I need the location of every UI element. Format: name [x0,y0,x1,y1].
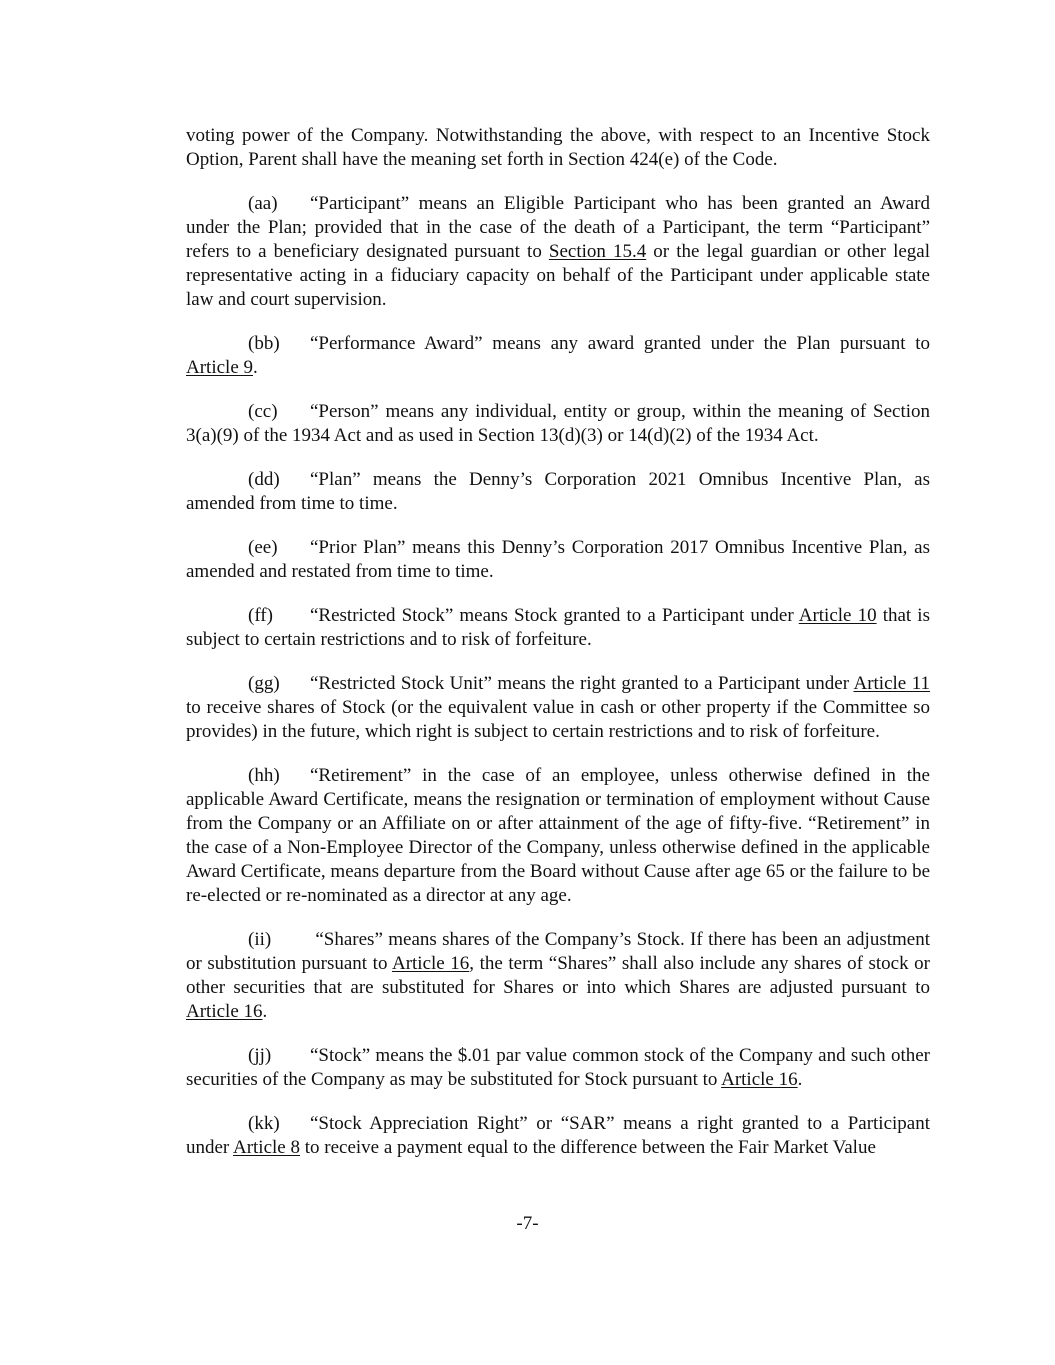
intro-paragraph [186,124,930,172]
article-link[interactable]: Article 16 [391,953,470,974]
definition-kk: (kk) “Stock Appreciation Right” or “SAR” means a right granted to a Participant under Article 8 to receive a payment equal to the difference between the Fair Market Value [186,1113,930,1158]
article-link[interactable]: Article 16 [721,1069,798,1090]
definition-label: (ee) [248,537,278,558]
definition-label: (ff) [248,605,273,626]
article-link[interactable]: Article 8 [232,1137,300,1158]
article-link[interactable]: Article 9 [186,357,254,378]
definition-label: (hh) [248,765,280,786]
definition-bb: (bb) “Performance Award” means any award granted under the Plan pursuant to Article 9. [186,333,930,378]
article-link[interactable]: Article 16 [186,1001,263,1022]
definition-hh: (hh) “Retirement” in the case of an employee, unless otherwise defined in the applicable Award Certificate, means the resignation or termination of employment without Cause from the Company or an Affiliate on or after attainment of the age of fifty-five. “Retirement” in the case of a Non-Employee Director of the Company, unless otherwise defined in the applicable Award Certificate, means departure from the Board without Cause after age 65 or the failure to be re-elected or re-nominated as a director at any age. [186,765,930,906]
definition-cc: (cc) “Person” means any individual, entity or group, within the meaning of Section 3(a)(9) of the 1934 Act and as used in Section 13(d)(3) or 14(d)(2) of the 1934 Act. [186,401,930,446]
intro-text: voting power of the Company. Notwithstanding the above, with respect to an Incentive Stock Option, Parent shall have the meaning set forth in Section 424(e) of the Code. [186,125,930,170]
definition-label: (kk) [248,1113,280,1134]
section-link[interactable]: Section 15.4 [548,241,647,262]
document-page [186,124,930,1180]
definition-label: (jj) [248,1045,272,1066]
definition-aa: (aa) “Participant” means an Eligible Participant who has been granted an Award under the Plan; provided that in the case of the death of a Participant, the term “Participant” refers to a beneficiary designated pursuant to Section 15.4 or the legal guardian or other legal representative acting in a fiduciary capacity on behalf of the Participant under applicable state law and court supervision. [186,193,930,310]
definition-label: (gg) [248,673,280,694]
article-link[interactable]: Article 11 [853,673,931,694]
definition-label: (aa) [248,193,278,214]
definition-jj: (jj) “Stock” means the $.01 par value common stock of the Company and such other securities of the Company as may be substituted for Stock pursuant to Article 16. [186,1045,930,1090]
definition-dd: (dd) “Plan” means the Denny’s Corporation 2021 Omnibus Incentive Plan, as amended from time to time. [186,469,930,514]
page-number: -7- [516,1213,539,1234]
definition-ff: (ff) “Restricted Stock” means Stock granted to a Participant under Article 10 that is subject to certain restrictions and to risk of forfeiture. [186,605,930,650]
definition-label: (cc) [248,401,278,422]
definition-label: (dd) [248,469,280,490]
definition-label: (bb) [248,333,280,354]
definition-ii: (ii) “Shares” means shares of the Company’s Stock. If there has been an adjustment or substitution pursuant to Article 16, the term “Shares” shall also include any shares of stock or other securities that are substituted for Shares or into which Shares are adjusted pursuant to Article 16. [186,929,930,1022]
definition-gg: (gg) “Restricted Stock Unit” means the right granted to a Participant under Article 11 to receive shares of Stock (or the equivalent value in cash or other property if the Committee so provides) in the future, which right is subject to certain restrictions and to risk of forfeiture. [186,673,931,742]
article-link[interactable]: Article 10 [798,605,877,626]
definition-ee: (ee) “Prior Plan” means this Denny’s Corporation 2017 Omnibus Incentive Plan, as amended and restated from time to time. [186,537,930,582]
definition-label: (ii) [248,929,272,950]
